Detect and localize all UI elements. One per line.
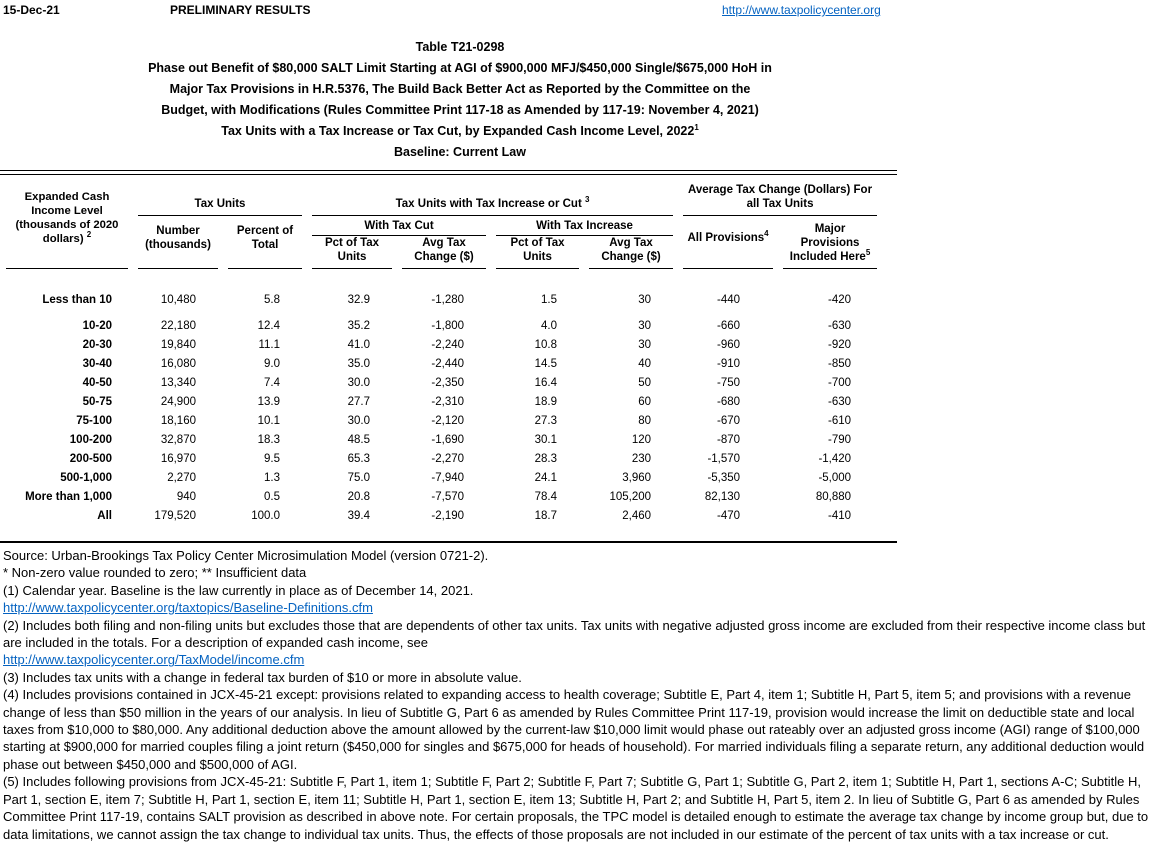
cell: -7,940 <box>431 472 465 484</box>
cell: -2,350 <box>431 377 465 389</box>
cell: -700 <box>828 377 852 389</box>
cell: -2,190 <box>431 510 465 522</box>
cell: 940 <box>176 491 196 503</box>
cell: 48.5 <box>347 434 371 446</box>
cell: 9.5 <box>264 453 281 465</box>
header-pct-units-increase: Pct of Tax Units <box>496 236 579 269</box>
header-avg-change-all-group: Average Tax Change (Dollars) For all Tax Units <box>683 175 877 216</box>
table-bottom-rule <box>0 541 897 543</box>
row-label: 50-75 <box>82 396 112 408</box>
report-date: 15-Dec-21 <box>3 3 60 17</box>
cell: 30.1 <box>534 434 558 446</box>
header-number: Number (thousands) <box>138 216 218 269</box>
site-link[interactable]: http://www.taxpolicycenter.org <box>722 3 881 17</box>
cell: 18.3 <box>257 434 281 446</box>
cell: 22,180 <box>160 320 196 332</box>
cell: 39.4 <box>347 510 371 522</box>
table-number: Table T21-0298 <box>415 40 505 54</box>
cell: 20.8 <box>347 491 371 503</box>
footnote-2-link[interactable]: http://www.taxpolicycenter.org/TaxModel/income.cfm <box>3 652 305 668</box>
cell: -5,350 <box>707 472 741 484</box>
table-row <box>6 450 877 469</box>
row-label: All <box>97 510 112 522</box>
table-row <box>6 507 877 526</box>
title-line: Phase out Benefit of $80,000 SALT Limit Starting at AGI of $900,000 MFJ/$450,000 Single/$675,000 HoH in <box>148 61 772 75</box>
header-income-level: Expanded Cash Income Level (thousands of 2020 dollars) $^2$ <box>6 175 128 269</box>
cell: -870 <box>717 434 741 446</box>
footnote-ref-5: 5 <box>865 248 871 258</box>
table-row <box>6 269 877 317</box>
cell: 27.3 <box>534 415 558 427</box>
cell: 65.3 <box>347 453 371 465</box>
cell: 30 <box>638 320 652 332</box>
cell: 40 <box>638 358 652 370</box>
cell: 27.7 <box>347 396 371 408</box>
cell: 24.1 <box>534 472 558 484</box>
cell: 10.1 <box>257 415 281 427</box>
row-label: 500-1,000 <box>60 472 112 484</box>
meta-bar <box>0 0 1152 17</box>
cell: 30.0 <box>347 377 371 389</box>
table-row <box>6 336 877 355</box>
cell: 30 <box>638 293 652 306</box>
cell: -1,690 <box>431 434 465 446</box>
cell: 80 <box>638 415 652 427</box>
cell: -1,280 <box>431 293 465 306</box>
title-block <box>0 37 920 163</box>
baseline-label: Baseline: Current Law <box>394 145 526 159</box>
footnote-1: (1) Calendar year. Baseline is the law currently in place as of December 14, 2021. <box>3 582 474 598</box>
title-line: Major Tax Provisions in H.R.5376, The Build Back Better Act as Reported by the Committee on the <box>169 82 751 96</box>
cell: -5,000 <box>818 472 852 484</box>
cell: -1,420 <box>818 453 852 465</box>
title-line: Budget, with Modifications (Rules Committee Print 117-18 as Amended by 117-19: November 4, 2021) <box>161 103 759 117</box>
header-avg-change-increase: Avg Tax Change ($) <box>589 236 673 269</box>
cell: 35.2 <box>347 320 371 332</box>
cell: 32,870 <box>160 434 196 446</box>
table-row <box>6 431 877 450</box>
cell: 12.4 <box>257 320 281 332</box>
header-major-provisions: Major Provisions Included Here$^5$ <box>783 216 877 269</box>
cell: 16,080 <box>160 358 196 370</box>
cell: 78.4 <box>534 491 558 503</box>
table-row <box>6 355 877 374</box>
cell: 1.5 <box>541 293 558 306</box>
cell: 18.9 <box>534 396 558 408</box>
cell: -440 <box>717 293 741 306</box>
row-label: 40-50 <box>82 377 112 389</box>
cell: -660 <box>717 320 741 332</box>
cell: 19,840 <box>160 339 196 351</box>
header-group-row <box>6 175 877 216</box>
table-row <box>6 469 877 488</box>
header-avg-change-cut: Avg Tax Change ($) <box>402 236 486 269</box>
footnote-ref-2: 2 <box>86 229 92 239</box>
preliminary-results-label: PRELIMINARY RESULTS <box>170 3 311 17</box>
cell: -470 <box>717 510 741 522</box>
footnote-symbols: * Non-zero value rounded to zero; ** Insufficient data <box>3 565 307 581</box>
cell: -1,570 <box>707 453 741 465</box>
row-label: Less than 10 <box>42 293 112 306</box>
cell: -2,240 <box>431 339 465 351</box>
cell: 10,480 <box>160 293 196 306</box>
cell: -2,120 <box>431 415 465 427</box>
footnote-4: (4) Includes provisions contained in JCX-45-21 except: provisions related to expanding access to health coverage; Subtitle E, Part 4, item 1; Subtitle H, Part 5, item 5; and provisions with a revenue change of less than $50 million in the years of our analysis. In lieu of Subtitle G, Part 6 as amended by Rules Committee Print 117-19, provision would increase the limit on deductible state and local taxes from $10,000 to $80,000. Any additional deduction above the amount allowed by the current-law $10,000 limit would phase out rateably over an adjusted gross income (AGI) range of $100,000 starting at $900,000 for married couples filing a joint return ($450,000 for singles and $675,000 for heads of household). For married individuals filing a separate return, any additional deduction would phase out between $450,000 and $500,000 of AGI. <box>3 687 1145 772</box>
row-label: 10-20 <box>82 320 112 332</box>
cell: -850 <box>828 358 852 370</box>
cell: -2,270 <box>431 453 465 465</box>
row-label: More than 1,000 <box>25 491 112 503</box>
cell: -2,310 <box>431 396 465 408</box>
cell: -670 <box>717 415 741 427</box>
row-label: 75-100 <box>76 415 112 427</box>
header-increase-or-cut-group: Tax Units with Tax Increase or Cut $^3$ <box>312 175 673 216</box>
cell: -410 <box>828 510 852 522</box>
cell: -1,800 <box>431 320 465 332</box>
cell: -610 <box>828 415 852 427</box>
cell: 80,880 <box>815 491 852 503</box>
cell: -630 <box>828 320 852 332</box>
cell: 41.0 <box>347 339 371 351</box>
footnote-2: (2) Includes both filing and non-filing units but excludes those that are dependents of other tax units. Tax units with negative adjusted gross income are excluded from their respective income class but are included in the totals. For a description of expanded cash income, see <box>3 617 1146 651</box>
cell: 32.9 <box>347 293 371 306</box>
cell: 28.3 <box>534 453 558 465</box>
header-pct-units-cut: Pct of Tax Units <box>312 236 392 269</box>
table-row <box>6 317 877 336</box>
footnote-5: (5) Includes following provisions from JCX-45-21: Subtitle F, Part 1, item 1; Subtitle F, Part 2; Subtitle F, Part 7; Subtitle G, Part 1; Subtitle G, Part 2, item 1; Subtitle H, Part 1, sections A-C; Subtitle H, Part 1, section E, item 7; Subtitle H, Part 1, section E, item 11; Subtitle H, Part 1, section E, item 13; Subtitle H, Part 2; and Subtitle H, Part 5, item 2. In lieu of Subtitle G, Part 6 as amended by Rules Committee Print 117-19, contains SALT provision as described in above note. For certain proposals, the TPC model is detailed enough to estimate the average tax change by income group but, due to data limitations, we cannot assign the tax change to individual tax units. Thus, the effects of those proposals are not included in our estimate of the percent of tax units with a tax increase or cut. <box>3 774 1149 842</box>
cell: 75.0 <box>347 472 371 484</box>
table-row <box>6 412 877 431</box>
header-all-provisions: All Provisions$^4$ <box>683 216 773 269</box>
cell: -910 <box>717 358 741 370</box>
cell: 9.0 <box>264 358 281 370</box>
cell: -960 <box>717 339 741 351</box>
footnote-ref-3: 3 <box>585 195 590 205</box>
cell: -630 <box>828 396 852 408</box>
row-label: 200-500 <box>69 453 112 465</box>
cell: -920 <box>828 339 852 351</box>
cell: 2,270 <box>167 472 196 484</box>
cell: -680 <box>717 396 741 408</box>
cell: 30.0 <box>347 415 371 427</box>
cell: 7.4 <box>264 377 281 389</box>
cell: 18.7 <box>534 510 558 522</box>
cell: -420 <box>828 293 852 306</box>
cell: -7,570 <box>431 491 465 503</box>
cell: 179,520 <box>154 510 196 522</box>
header-tax-units-group: Tax Units <box>138 175 302 216</box>
cell: -750 <box>717 377 741 389</box>
header-subgroup-row <box>6 216 877 236</box>
footnote-ref-4: 4 <box>764 229 769 239</box>
header-with-tax-increase-group: With Tax Increase <box>496 216 673 236</box>
row-label: 30-40 <box>82 358 112 370</box>
cell: -790 <box>828 434 852 446</box>
footnote-3: (3) Includes tax units with a change in federal tax burden of $10 or more in absolute value. <box>3 669 522 685</box>
table-body <box>6 269 877 526</box>
results-table <box>0 175 887 526</box>
cell: 24,900 <box>160 396 196 408</box>
footnote-1-link[interactable]: http://www.taxpolicycenter.org/taxtopics/Baseline-Definitions.cfm <box>3 600 373 616</box>
cell: 5.8 <box>264 293 281 306</box>
cell: 16.4 <box>534 377 558 389</box>
footnotes <box>0 547 1149 843</box>
cell: 1.3 <box>264 472 281 484</box>
cell: 30 <box>638 339 652 351</box>
cell: 120 <box>631 434 652 446</box>
cell: 10.8 <box>534 339 558 351</box>
cell: 16,970 <box>160 453 196 465</box>
header-with-tax-cut-group: With Tax Cut <box>312 216 486 236</box>
cell: 13.9 <box>257 396 281 408</box>
table-row <box>6 374 877 393</box>
footnote-ref-1: 1 <box>694 122 699 132</box>
row-label: 20-30 <box>82 339 112 351</box>
cell: 0.5 <box>264 491 281 503</box>
cell: 2,460 <box>622 510 652 522</box>
cell: 13,340 <box>160 377 196 389</box>
cell: -2,440 <box>431 358 465 370</box>
cell: 100.0 <box>251 510 281 522</box>
cell: 105,200 <box>609 491 652 503</box>
title-line: Tax Units with a Tax Increase or Tax Cut, by Expanded Cash Income Level, 2022$^1$ <box>221 122 699 138</box>
cell: 35.0 <box>347 358 371 370</box>
cell: 60 <box>638 396 652 408</box>
cell: 50 <box>638 377 652 389</box>
header-percent: Percent of Total <box>228 216 302 269</box>
cell: 18,160 <box>160 415 196 427</box>
results-table-wrap <box>0 170 897 543</box>
table-row <box>6 393 877 412</box>
table-row <box>6 488 877 507</box>
cell: 11.1 <box>258 339 281 351</box>
cell: 4.0 <box>541 320 558 332</box>
row-label: 100-200 <box>69 434 112 446</box>
footnote-source: Source: Urban-Brookings Tax Policy Center Microsimulation Model (version 0721-2). <box>3 548 489 563</box>
cell: 3,960 <box>622 472 652 484</box>
cell: 14.5 <box>534 358 558 370</box>
cell: 230 <box>631 453 652 465</box>
cell: 82,130 <box>704 491 741 503</box>
